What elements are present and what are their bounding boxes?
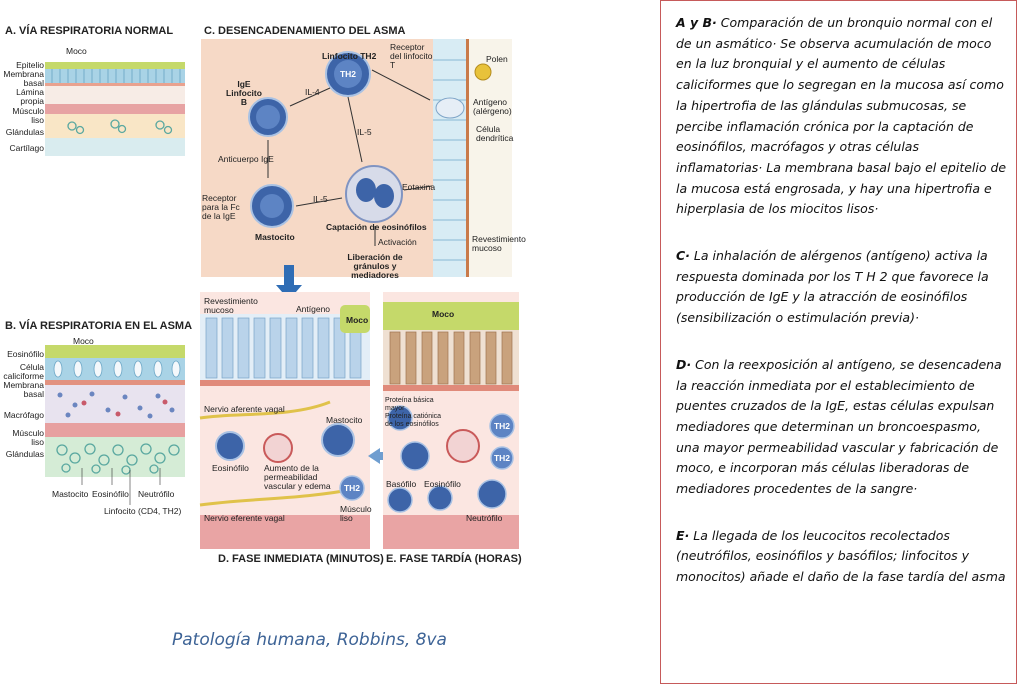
label-celula-caliciforme: Célula caliciforme <box>3 362 44 381</box>
panel-d-title: D. FASE INMEDIATA (MINUTOS) <box>218 553 384 565</box>
label-musculo-liso: Músculo liso <box>12 106 44 125</box>
paragraph-body: Con la reexposición al antígeno, se desencadena la reacción inmediata por el establecimiento de puentes cruzados de la IgE, estas células expulsan mediadores que determinan un broncoespasmo, una mayor permeabilidad vascular y fabricación de moco, e incorporan más células liberadoras de mediadores procedentes de la sangre· <box>676 356 1002 497</box>
label-proteina-basica: Proteína básica mayor <box>385 397 434 412</box>
label-captacion: Captación de eosinófilos <box>326 222 427 232</box>
label-musculo-liso-b: Músculo liso <box>12 428 44 447</box>
paragraph-lead: A y B· <box>676 15 717 30</box>
label-revestimiento-c: Revestimiento mucoso <box>472 234 526 253</box>
label-lamina-propia: Lámina propia <box>16 87 44 106</box>
label-liberacion: Liberación de gránulos y mediadores <box>347 252 403 280</box>
label-polen: Polen <box>486 54 508 64</box>
label-glandulas-b: Glándulas <box>5 449 44 459</box>
label-il4: IL-4 <box>305 87 320 97</box>
label-eosinofilo-d: Eosinófilo <box>212 463 249 473</box>
explanation-box <box>660 0 1017 684</box>
label-eosinofilo-b: Eosinófilo <box>7 349 44 359</box>
label-celula-dendritica: Célula dendrítica <box>476 124 514 143</box>
label-receptor-fc: Receptor para la Fc de la IgE <box>202 193 240 221</box>
label-antigeno-c: Antígeno (alérgeno) <box>473 97 512 116</box>
label-il5-b: IL-5 <box>313 194 328 204</box>
label-macrofago: Macrófago <box>3 410 44 420</box>
label-moco-d: Moco <box>346 315 369 325</box>
paragraph-e <box>676 526 1008 588</box>
label-th2-cell: TH2 <box>339 69 357 79</box>
label-nervio-eferente: Nervio eferente vagal <box>204 513 285 523</box>
panel-a-title: A. VÍA RESPIRATORIA NORMAL <box>5 25 174 37</box>
label-il5-a: IL-5 <box>357 127 372 137</box>
label-proteina-cationica: Proteína catiónica de los eosinófilos <box>385 413 442 428</box>
label-eosinofilo-e: Eosinófilo <box>424 479 461 489</box>
label-musculo-d: Músculo liso <box>340 504 372 523</box>
label-th2-e-a: TH2 <box>493 421 511 431</box>
paragraph-ab <box>676 13 1008 220</box>
paragraph-lead: E· <box>676 527 690 543</box>
paragraph-body: Comparación de un bronquio normal con el de un asmático· Se observa acumulación de moco en la luz bronquial y el aumento de células caliciformes que lo segregan en la mucosa así como la hipertrofia de las glándulas submucosas, se percibe inflamación crónica por la captación de eosinófilos, macrófagos y otras células inflamatorias· La membrana basal bajo el epitelio de la mucosa está engrosada, y hay una hipertrofia e hiperplasia de los miocitos lisos· <box>676 15 1007 217</box>
paragraph-c <box>676 246 1008 329</box>
label-membrana-basal: Membrana basal <box>3 69 44 88</box>
label-revestimiento-d: Revestimiento mucoso <box>204 296 258 315</box>
label-linfocito-th2: Linfocito TH2 <box>322 51 377 61</box>
label-cartilago: Cartílago <box>9 143 44 153</box>
label-permeabilidad: Aumento de la permeabilidad vascular y edema <box>264 463 331 491</box>
label-moco-b: Moco <box>73 336 94 346</box>
label-moco: Moco <box>66 46 87 56</box>
label-mastocito-b: Mastocito <box>52 489 89 499</box>
panel-a-layers <box>45 62 185 156</box>
figure-caption: Patología humana, Robbins, 8va <box>172 630 447 650</box>
label-basofilo: Basófilo <box>386 479 417 489</box>
label-glandulas: Glándulas <box>5 127 44 137</box>
label-activacion: Activación <box>378 237 417 247</box>
panel-c-title: C. DESENCADENAMIENTO DEL ASMA <box>204 25 406 37</box>
label-neutrofilo-e: Neutrófilo <box>466 513 503 523</box>
panel-b-layers <box>45 345 185 505</box>
label-antigeno-d: Antígeno <box>296 304 331 314</box>
label-th2-d: TH2 <box>343 483 361 493</box>
label-ige-linfocito-b: IgE Linfocito B <box>226 79 262 107</box>
label-nervio-aferente: Nervio aferente vagal <box>204 404 285 414</box>
paragraph-body: La inhalación de alérgenos (antígeno) activa la respuesta dominada por los T H 2 que favorece la producción de IgE y la atracción de eosinófilos (sensibilización o estimulación previa)· <box>676 248 989 326</box>
explanation-text <box>676 13 1008 614</box>
paragraph-lead: D· <box>676 356 692 372</box>
paragraph-body: La llegada de los leucocitos recolectados (neutrófilos, eosinófilos y basófilos; linfocitos y monocitos) añade el daño de la fase tardía del asma <box>676 527 1006 585</box>
label-epitelio: Epitelio <box>16 60 44 70</box>
paragraph-lead: C· <box>676 248 690 264</box>
label-anticuerpo-ige: Anticuerpo IgE <box>218 154 274 164</box>
paragraph-d <box>676 355 1008 500</box>
label-linfocito-b: Linfocito (CD4, TH2) <box>104 506 182 516</box>
label-eosinofilo-b2: Eosinófilo <box>92 489 129 499</box>
label-mastocito-c: Mastocito <box>255 232 295 242</box>
label-membrana-basal-b: Membrana basal <box>3 380 44 399</box>
label-receptor-t: Receptor del linfocito T <box>390 42 433 70</box>
label-eotaxina: Eotaxina <box>402 182 436 192</box>
panel-b-title: B. VÍA RESPIRATORIA EN EL ASMA <box>5 320 193 332</box>
label-th2-e-b: TH2 <box>493 453 511 463</box>
label-mastocito-d: Mastocito <box>326 415 363 425</box>
label-moco-e: Moco <box>432 309 455 319</box>
panel-e-title: E. FASE TARDÍA (HORAS) <box>386 553 522 565</box>
label-neutrofilo-b: Neutrófilo <box>138 489 175 499</box>
